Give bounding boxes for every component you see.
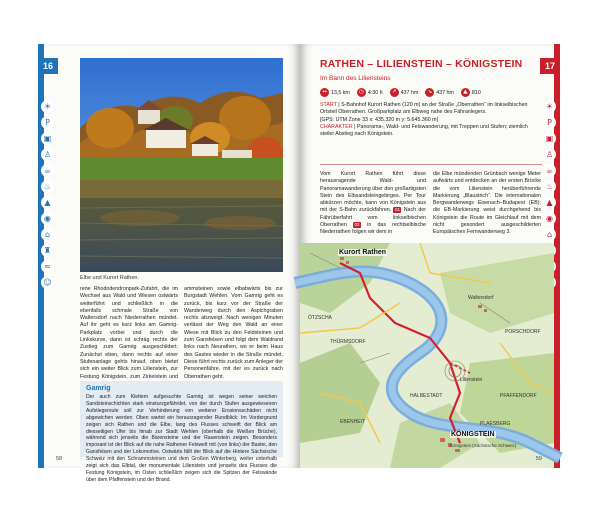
stat-value: 810 bbox=[471, 89, 481, 96]
map-label: Königstein (Sächsische Schweiz) bbox=[450, 443, 517, 448]
descent-icon: ↘ bbox=[425, 88, 434, 97]
cafe-icon: ☕ bbox=[543, 164, 556, 177]
route-title: RATHEN – LILIENSTEIN – KÖNIGSTEIN bbox=[320, 58, 523, 70]
photo-caption: Elbe und Kurort Rathen. bbox=[80, 275, 140, 281]
river-photo bbox=[80, 58, 283, 272]
left-footer-page-number: 58 bbox=[56, 456, 63, 462]
character-text: | Panorama-, Wald- und Felswanderung, mit Treppen und Stufen; ziemlich steiler Abstieg nach Königstein. bbox=[320, 123, 528, 138]
right-column-1 bbox=[320, 171, 426, 237]
right-footer-page-number: 59 bbox=[535, 456, 542, 462]
swim-icon: ≈ bbox=[41, 260, 54, 273]
map-label: KÖNIGSTEIN bbox=[451, 431, 495, 438]
stat-descent bbox=[425, 88, 454, 97]
height-icon: ▲ bbox=[461, 88, 470, 97]
left-column-1: rene Rhododendronpark-Zufahrt, die im Wechsel aus Wald und Wiesen ostwärts weiterführt und schließlich in die ebenfalls schmale Straße von Waltersdorf nach Niederrathen mündet. Auf ihr geht es kurz links am Gamrig-Parkplatz vorbei und durch die Linkskurve, dann ist schräg rechts der Zustieg zum Gamrig ausgeschildert: Zunächst eben, dann rechts auf einer Stufenanlage gehts hinauf, oben bietet sich ein weiter Blick zum Lilienstein, zur Festung Königstein, zum Zirkelstein und bbox=[80, 286, 178, 380]
route-map bbox=[300, 243, 554, 468]
walker-icon: ♙ bbox=[543, 148, 556, 161]
stat-value: 437 hm bbox=[436, 89, 454, 96]
child-icon: ☺ bbox=[41, 276, 54, 289]
route-info bbox=[320, 102, 542, 138]
divider bbox=[320, 164, 542, 165]
route-subtitle: Im Bann des Liliensteins bbox=[320, 75, 391, 82]
waypoint-badge: 02 bbox=[354, 222, 360, 228]
castle-icon: ♜ bbox=[41, 244, 54, 257]
map-label: Lilienstein bbox=[460, 377, 483, 383]
right-col1-text: Vom Kurort Rathen führt diese herausragende Wald- und Panoramawanderung über den großartigsten Stein des Elbsandsteingebirges. Per Tour abkürzen möchte, kann von Königstein aus mit der S-Bahn zurückfahren. bbox=[320, 171, 426, 214]
view-icon: ◉ bbox=[543, 212, 556, 225]
stat-height bbox=[461, 88, 481, 97]
info-box-gamrig bbox=[80, 381, 283, 483]
bus-icon: ▣ bbox=[543, 132, 556, 145]
sun-icon: ☀ bbox=[543, 100, 556, 113]
picnic-icon: ▲ bbox=[41, 196, 54, 209]
parking-icon: P bbox=[543, 116, 556, 129]
view-icon: ◉ bbox=[41, 212, 54, 225]
map-label: Waltersdorf bbox=[468, 295, 494, 301]
guidebook-spread bbox=[38, 44, 560, 483]
walker-icon: ♙ bbox=[41, 148, 54, 161]
left-column-2: ammsteinen sowie elbabwärts bis zur Burgstadt Wehlen. Vom Gamrig geht es zurück, bis kurz vor der Straße der Wanderweg durch den Aspichgraben rechts abzweigt. Nach wenigen Minuten verlässt der Weg den Wald an einer Wiese mit Blick zu den Feldsteinen und zum Gansfelsen und folgt dem Waldrand links nach Neurathen, wo er beim Haus des Gastes wieder in die Straße mündet. Diese führt rechts zurück zum Anleger der Personenfähre, mit der es zurück nach Oberrathen geht. bbox=[184, 286, 283, 380]
map-label: Kurort Rathen bbox=[339, 249, 387, 256]
character-label: CHARAKTER bbox=[320, 123, 353, 130]
map-label: ÖTZSCHA bbox=[308, 315, 332, 321]
time-icon: ◷ bbox=[357, 88, 366, 97]
stat-time bbox=[357, 88, 383, 97]
map-label: PLAESBERG bbox=[480, 421, 511, 427]
map-label: PFAFFENDORF bbox=[500, 393, 537, 399]
stat-distance bbox=[320, 88, 350, 97]
start-label: START bbox=[320, 102, 337, 108]
cafe-icon: ☕ bbox=[41, 164, 54, 177]
map-label: EBENHEIT bbox=[340, 419, 366, 425]
stat-value: 4:30 h bbox=[367, 89, 383, 96]
info-box-title: Gamrig bbox=[86, 385, 111, 392]
parking-icon: P bbox=[41, 116, 54, 129]
bus-icon: ▣ bbox=[41, 132, 54, 145]
map-label: HALBESTADT bbox=[410, 393, 443, 399]
stat-value: 437 hm bbox=[400, 89, 419, 96]
ascent-icon: ↗ bbox=[390, 88, 399, 97]
right-page-number: 17 bbox=[540, 58, 560, 74]
right-col1-text3: in das rechtselbische Niederrathen folgen wir dem in bbox=[320, 222, 426, 236]
stat-value: 13,5 km bbox=[331, 89, 350, 96]
route-stats bbox=[320, 88, 481, 97]
left-page-number: 16 bbox=[38, 58, 58, 74]
waypoint-badge: 01 bbox=[394, 207, 400, 213]
left-icon-strip bbox=[41, 100, 55, 289]
sun-icon: ☀ bbox=[41, 100, 54, 113]
start-text: | S-Bahnhof Kurort Rathen (120 m) an der Straße „Oberrathen“ im linkselbischen Ortsteil Oberrathen. Großparkplatz am Elbweg nahe des Fähranlegers. bbox=[320, 102, 528, 116]
stat-ascent bbox=[390, 88, 419, 97]
restaurant-icon: ♨ bbox=[543, 180, 556, 193]
distance-icon: ↔ bbox=[320, 88, 329, 97]
restaurant-icon: ♨ bbox=[41, 180, 54, 193]
left-page bbox=[38, 44, 300, 483]
camp-icon: ⌂ bbox=[41, 228, 54, 241]
right-column-2: die Elbe mündenden Grünbach wenige Meter aufwärts und entdecken an der ersten Brücke die vom Lilienstein herüberführende Markierung „Blaustrich“. Die internationalen Bergwanderwegs Eisenach–Budapest (EB); die EB-Markierung weist durchgehend bis Königstein die Route im Gleichlauf mit dem nicht gesondert ausgeschilderten Europäischen Fernwanderweg 3. bbox=[433, 171, 541, 236]
picnic-icon: ▲ bbox=[543, 196, 556, 209]
right-col1-text2: Nach der Fährüberfahrt vom linkselbischen Oberrathen bbox=[320, 207, 426, 229]
map-label: THÜRMSDORF bbox=[330, 339, 366, 345]
info-box-text: Der auch zum Klettern aufgesuchte Gamrig ist wegen seiner weichen Sandsteinschichten stark einsturzgefährdet, von der durch Stufen ausgewiesenen Aufstiegsroute soll zur Verhinderung von weiterer Erosionsschäden nicht abgewichen werden. Oben wartet ein herausragender Rundblick: Im Vordergrund zeigen sich Rathen und die Elbe, lang des Flusses schweift der Blick am diesseitigen Ufer bis hinab zur Stadt Wehlen (oberhalb die Weißen Brüche), während sich jenseits die Bärensteine und der Rauenstein zeigen. Besonders imposant ist der Blick auf die nahe Rathener Felswelt mit (von links) der Bastei, den Gansfelsen und der Lokomotive. Ostwärts fällt der Blick auf die Hintere Sächsische Schweiz mit den Schrammsteinen und dem Großen Winterberg, weiter unterhalb zeigt sich das Elbtal, der monumentale Lilienstein und jenseits des Flusses die Festung Königstein, im Osten schließlich zeigen sich die Spitzen der Felswände über dem Pfaffenstein und der Brand. bbox=[86, 394, 277, 483]
camp-icon: ⌂ bbox=[543, 228, 556, 241]
map-label: PORSCHDORF bbox=[505, 329, 541, 335]
right-page bbox=[300, 44, 560, 468]
gps-text: [GPS: UTM Zone 33 x: 435.320 m y: 5.645.360 m] bbox=[320, 116, 439, 123]
